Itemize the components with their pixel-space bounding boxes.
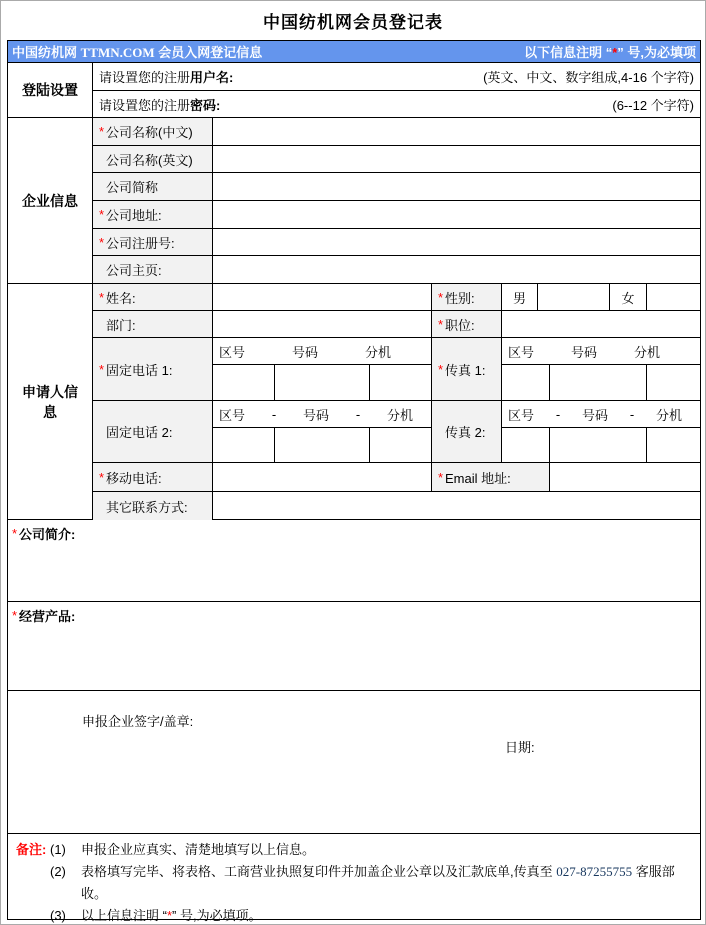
table-row bbox=[93, 256, 700, 283]
list-item bbox=[50, 861, 694, 905]
required-asterisk: * bbox=[166, 908, 173, 923]
required-note-post: ” 号,为必填项 bbox=[617, 45, 696, 60]
page-title: 中国纺机网会员登记表 bbox=[263, 13, 443, 32]
note-number: (3) bbox=[50, 908, 66, 923]
fax1-group bbox=[502, 338, 700, 400]
field-label-company-profile: * 公司简介: bbox=[11, 526, 76, 542]
gender-female-checkbox[interactable] bbox=[647, 284, 700, 310]
field-label-phone1: * 固定电话 1: bbox=[93, 338, 213, 400]
field-label-company-address: * 公司地址: bbox=[93, 201, 213, 228]
products-field[interactable] bbox=[8, 602, 700, 691]
brand-name: TTMN.COM bbox=[80, 45, 155, 60]
phone1-inputs bbox=[213, 365, 431, 400]
field-label-fax2: 传真 2: bbox=[432, 401, 502, 462]
list-item bbox=[50, 839, 694, 861]
field-label-company-shortname: 公司简称 bbox=[93, 173, 213, 200]
input-phone2-ext[interactable] bbox=[370, 428, 431, 462]
password-row bbox=[93, 91, 700, 118]
signature-block[interactable] bbox=[8, 691, 700, 834]
notes-label: 备注: bbox=[16, 842, 47, 857]
table-row bbox=[93, 173, 700, 201]
input-department[interactable] bbox=[213, 311, 432, 337]
field-label-fax1: * 传真 1: bbox=[432, 338, 502, 400]
input-fax1-ext[interactable] bbox=[647, 365, 700, 400]
phone1-group bbox=[213, 338, 432, 400]
input-name[interactable] bbox=[213, 284, 432, 310]
input-company-name-cn[interactable] bbox=[213, 118, 700, 145]
section-login-content bbox=[93, 63, 700, 117]
note-number: (2) bbox=[50, 864, 66, 879]
gender-female-label: 女 bbox=[610, 284, 647, 310]
notes-block bbox=[8, 834, 700, 923]
section-company-content bbox=[93, 118, 700, 283]
input-phone1-area[interactable] bbox=[213, 365, 275, 400]
input-company-regno[interactable] bbox=[213, 229, 700, 256]
registration-form-table bbox=[7, 40, 701, 923]
date-label: 日期: bbox=[505, 740, 535, 755]
fax2-header: 区号 - 号码 - 分机 bbox=[502, 401, 700, 428]
field-label-company-name-en: 公司名称(英文) bbox=[93, 146, 213, 173]
field-label-phone2: 固定电话 2: bbox=[93, 401, 213, 462]
note-text: 以上信息注明 “*” 号,为必填项。 bbox=[81, 908, 262, 923]
gender-male-checkbox[interactable] bbox=[538, 284, 610, 310]
table-row bbox=[93, 146, 700, 174]
field-label-other-contact: 其它联系方式: bbox=[93, 492, 213, 520]
input-phone2-area[interactable] bbox=[213, 428, 275, 462]
field-label-mobile: * 移动电话: bbox=[93, 463, 213, 491]
username-field[interactable] bbox=[93, 63, 700, 90]
header-bar-right bbox=[524, 42, 696, 61]
field-label-gender: * 性别: bbox=[432, 284, 502, 310]
field-label-department: 部门: bbox=[93, 311, 213, 337]
input-fax1-area[interactable] bbox=[502, 365, 550, 400]
table-row bbox=[93, 118, 700, 146]
input-fax2-area[interactable] bbox=[502, 428, 550, 462]
input-email[interactable] bbox=[550, 463, 700, 491]
input-mobile[interactable] bbox=[213, 463, 432, 491]
header-left-post: 会员入网登记信息 bbox=[154, 45, 263, 60]
field-label-email: * Email 地址: bbox=[432, 463, 550, 491]
input-phone2-number[interactable] bbox=[275, 428, 370, 462]
phone2-fax2-row bbox=[93, 401, 700, 463]
phone2-inputs bbox=[213, 428, 431, 462]
dept-position-row bbox=[93, 311, 700, 338]
input-company-shortname[interactable] bbox=[213, 173, 700, 200]
note-text: 表格填写完毕、将表格、工商营业执照复印件并加盖企业公章以及汇款底单,传真至 027-87255755 客服部收。 bbox=[81, 864, 675, 901]
note-text: 申报企业应真实、清楚地填写以上信息。 bbox=[81, 842, 316, 857]
fax2-inputs bbox=[502, 428, 700, 462]
section-company bbox=[8, 118, 700, 284]
field-label-position: * 职位: bbox=[432, 311, 502, 337]
input-other-contact[interactable] bbox=[213, 492, 700, 520]
input-phone1-number[interactable] bbox=[275, 365, 370, 400]
required-note-pre: 以下信息注明 “ bbox=[524, 45, 613, 60]
input-fax1-number[interactable] bbox=[550, 365, 647, 400]
password-hint: (6--12 个字符) bbox=[612, 98, 694, 113]
field-label-company-homepage: 公司主页: bbox=[93, 256, 213, 283]
list-item bbox=[50, 905, 694, 925]
phone2-header: 区号 - 号码 - 分机 bbox=[213, 401, 431, 428]
field-label-company-name-cn: * 公司名称(中文) bbox=[93, 118, 213, 145]
phone1-fax1-row bbox=[93, 338, 700, 401]
notes-list bbox=[50, 839, 694, 923]
note-number: (1) bbox=[50, 842, 66, 857]
name-gender-row bbox=[93, 284, 700, 311]
field-label-name: * 姓名: bbox=[93, 284, 213, 310]
section-applicant-label: 申请人信 息 bbox=[8, 284, 93, 519]
section-company-label: 企业信息 bbox=[8, 118, 93, 283]
mobile-email-row bbox=[93, 463, 700, 492]
header-bar-left bbox=[12, 42, 262, 61]
password-field[interactable] bbox=[93, 91, 700, 118]
required-asterisk: * bbox=[612, 45, 618, 60]
fax2-group bbox=[502, 401, 700, 462]
input-position[interactable] bbox=[502, 311, 700, 337]
input-fax2-ext[interactable] bbox=[647, 428, 700, 462]
phone2-group bbox=[213, 401, 432, 462]
input-company-homepage[interactable] bbox=[213, 256, 700, 283]
input-company-address[interactable] bbox=[213, 201, 700, 228]
table-row bbox=[93, 201, 700, 229]
section-applicant bbox=[8, 284, 700, 520]
fax1-inputs bbox=[502, 365, 700, 400]
company-profile-field[interactable] bbox=[8, 520, 700, 602]
section-applicant-content bbox=[93, 284, 700, 519]
table-row bbox=[93, 229, 700, 257]
input-fax2-number[interactable] bbox=[550, 428, 647, 462]
gender-male-label: 男 bbox=[502, 284, 538, 310]
section-login bbox=[8, 63, 700, 118]
username-hint: (英文、中文、数字组成,4-16 个字符) bbox=[483, 70, 694, 85]
input-company-name-en[interactable] bbox=[213, 146, 700, 173]
field-label-products: * 经营产品: bbox=[11, 608, 76, 624]
fax-phone-number: 027-87255755 bbox=[556, 864, 633, 879]
section-login-label: 登陆设置 bbox=[8, 63, 93, 117]
password-label: 请设置您的注册密码: bbox=[99, 98, 221, 113]
other-contact-row bbox=[93, 492, 700, 520]
input-phone1-ext[interactable] bbox=[370, 365, 431, 400]
field-label-company-regno: * 公司注册号: bbox=[93, 229, 213, 256]
form-header-bar bbox=[8, 41, 700, 63]
phone1-header: 区号 号码 分机 bbox=[213, 338, 431, 365]
username-row bbox=[93, 63, 700, 91]
header-left-pre: 中国纺机网 bbox=[12, 45, 81, 60]
signature-label: 申报企业签字/盖章: bbox=[82, 714, 194, 729]
username-label: 请设置您的注册用户名: bbox=[99, 70, 234, 85]
fax1-header: 区号 号码 分机 bbox=[502, 338, 700, 365]
